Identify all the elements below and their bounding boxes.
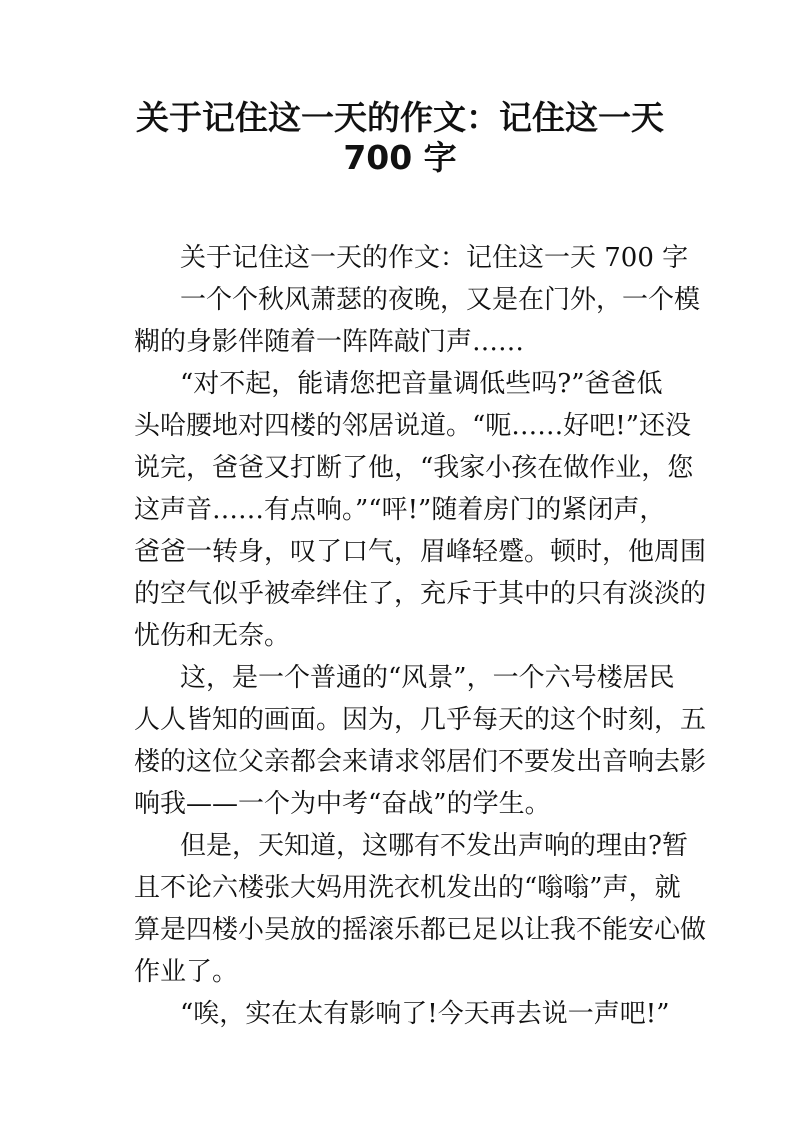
- text-line: 这声音……有点响。”“呯!”随着房门的紧闭声，: [134, 495, 666, 525]
- text-line: 爸爸一转身，叹了口气，眉峰轻蹙。顿时，他周围: [134, 537, 707, 567]
- text-line: 的空气似乎被牵绊住了，充斥于其中的只有淡淡的: [134, 579, 707, 609]
- text-line: 忧伤和无奈。: [134, 621, 291, 651]
- text-line: “唉，实在太有影响了!今天再去说一声吧!”: [180, 999, 670, 1029]
- title-line: 700 字: [343, 138, 457, 177]
- text-line: 响我——一个为中考“奋战”的学生。: [134, 789, 551, 819]
- text-line: 作业了。: [134, 957, 239, 987]
- title-line: 关于记住这一天的作文：记住这一天: [136, 98, 664, 137]
- text-line: 一个个秋风萧瑟的夜晚，又是在门外，一个模: [180, 285, 701, 315]
- text-line: 但是，天知道，这哪有不发出声响的理由?暂: [180, 831, 688, 861]
- text-line: “对不起，能请您把音量调低些吗?”爸爸低: [180, 369, 663, 399]
- text-line: 糊的身影伴随着一阵阵敲门声……: [134, 327, 525, 357]
- text-line: 头哈腰地对四楼的邻居说道。“呃……好吧!”还没: [134, 411, 692, 441]
- document-body: [134, 237, 707, 1035]
- text-line: 这，是一个普通的“风景”，一个六号楼居民: [180, 663, 675, 693]
- text-line: 人人皆知的画面。因为，几乎每天的这个时刻，五: [134, 705, 707, 735]
- text-line: 关于记住这一天的作文：记住这一天 700 字: [180, 243, 689, 273]
- text-line: 楼的这位父亲都会来请求邻居们不要发出音响去影: [134, 747, 707, 777]
- text-line: 算是四楼小吴放的摇滚乐都已足以让我不能安心做: [134, 915, 707, 945]
- text-line: 说完，爸爸又打断了他，“我家小孩在做作业，您: [134, 453, 694, 483]
- document-title: [0, 98, 800, 178]
- text-line: 且不论六楼张大妈用洗衣机发出的“嗡嗡”声，就: [134, 873, 681, 903]
